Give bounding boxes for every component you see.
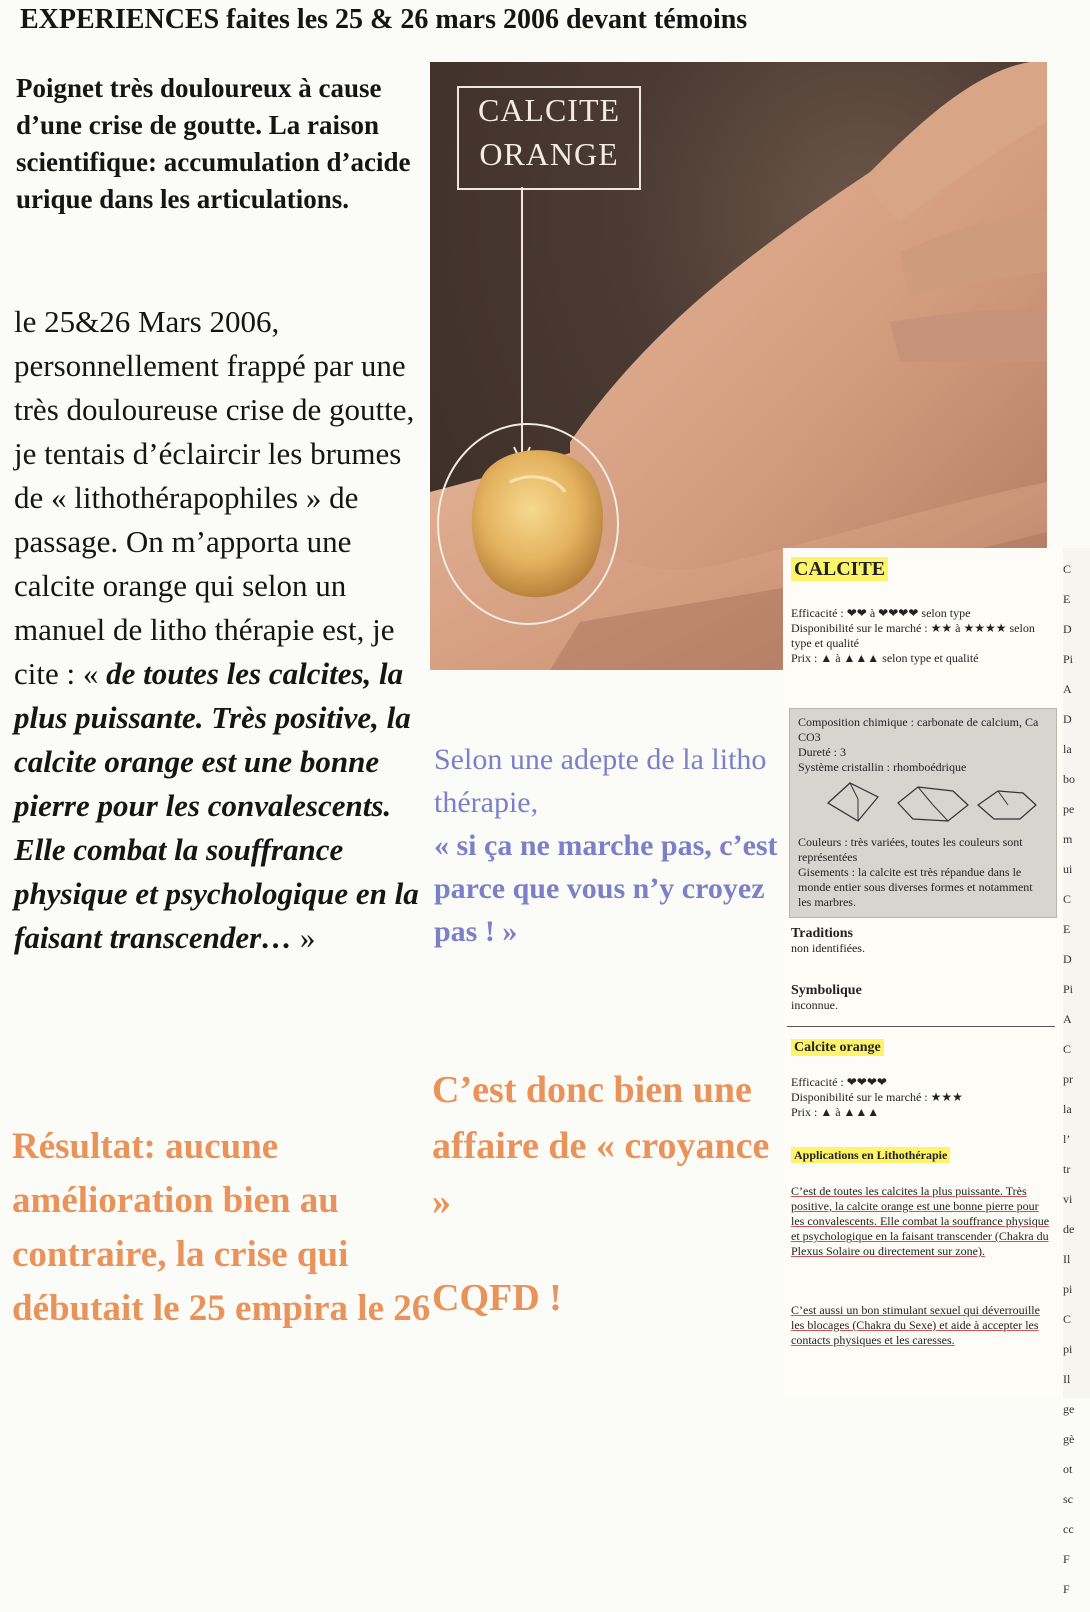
- adjacent-letter: D: [1063, 622, 1072, 636]
- adjacent-letter: A: [1063, 1012, 1072, 1026]
- adjacent-letter: ui: [1063, 862, 1073, 876]
- photo-label: [457, 86, 641, 190]
- book-app-paragraph-1: C’est de toutes les calcites la plus puissante. Très positive, la calcite orange est une bonne pierre pour les convalescents. Elle combat la souffrance physique et psychologique en la faisant transcender (Chakra du Plexus Solaire ou directement sur zone).: [791, 1184, 1050, 1258]
- book-divider: [787, 1026, 1055, 1027]
- adjacent-letter: gè: [1063, 1432, 1075, 1446]
- adjacent-letter: E: [1063, 922, 1071, 936]
- book-subtitle: Calcite orange: [791, 1039, 884, 1056]
- adjacent-letter: bo: [1063, 772, 1075, 786]
- book-prix: Prix : ▲ à ▲▲▲ selon type et qualité: [791, 651, 979, 665]
- adjacent-letter: C: [1063, 892, 1072, 906]
- book-traditions-heading: Traditions: [791, 926, 853, 941]
- book-disponibilite: Disponibilité sur le marché : ★★ à ★★★★ selon type et qualité: [791, 621, 1035, 650]
- adjacent-letter: sc: [1063, 1492, 1073, 1506]
- adjacent-letter: D: [1063, 712, 1072, 726]
- intro-paragraph: Poignet très douloureux à cause d’une crise de goutte. La raison scientifique: accumulation d’acide urique dans les articulations.: [16, 73, 411, 214]
- result-paragraph: Résultat: aucune amélioration bien au contraire, la crise qui débutait le 25 empira le 26: [12, 1126, 431, 1329]
- photo-label-line2: ORANGE: [479, 136, 619, 172]
- adjacent-letter: la: [1063, 742, 1072, 756]
- page-header: EXPERIENCES faites les 25 & 26 mars 2006 devant témoins: [20, 4, 748, 35]
- adjacent-letter: F: [1063, 1582, 1070, 1596]
- adjacent-letter: Pi: [1063, 652, 1074, 666]
- adjacent-letter: C: [1063, 562, 1072, 576]
- book-adjacent-letters: [1063, 548, 1090, 1612]
- book-efficacite: Efficacité : ❤❤ à ❤❤❤❤ selon type: [791, 606, 971, 620]
- book-symbolique: inconnue.: [791, 998, 838, 1012]
- adjacent-letter: D: [1063, 952, 1072, 966]
- narrative-quote: de toutes les calcites, la plus puissante. Très positive, la calcite orange est une bonne pierre pour les convalescents. Elle combat la souffrance physique et psychologique en la faisant transcender…: [14, 656, 419, 955]
- book-symbolique-heading: Symbolique: [791, 983, 862, 998]
- book-systeme: Système cristallin : rhomboédrique: [798, 760, 967, 774]
- adjacent-letter: C: [1063, 1042, 1072, 1056]
- adjacent-letter: m: [1063, 832, 1073, 846]
- adjacent-letter: pr: [1063, 1072, 1073, 1086]
- adjacent-letter: pi: [1063, 1342, 1073, 1356]
- adjacent-letter: tr: [1063, 1162, 1071, 1176]
- adjacent-letter: F: [1063, 1552, 1070, 1566]
- adjacent-letter: de: [1063, 1222, 1075, 1236]
- adjacent-letter: Pi: [1063, 982, 1074, 996]
- adjacent-letter: pe: [1063, 802, 1075, 816]
- photo-label-line1: CALCITE: [477, 92, 621, 128]
- book-app-paragraph-2: C’est aussi un bon stimulant sexuel qui déverrouille les blocages (Chakra du Sexe) et aide à accepter les contacts physiques et les caresses.: [791, 1303, 1040, 1347]
- adjacent-letter: A: [1063, 682, 1072, 696]
- narrative-text: le 25&26 Mars 2006, personnellement frappé par une très douloureuse crise de goutte, je tentais d’éclaircir les brumes de « lithothérapophiles » de passage. On m’apporta une calcite orange qui selon un manuel de litho thérapie est, je cite : «: [14, 304, 415, 691]
- adjacent-letter: la: [1063, 1102, 1072, 1116]
- adjacent-letter: ot: [1063, 1462, 1073, 1476]
- book-sub-disponibilite: Disponibilité sur le marché : ★★★: [791, 1090, 963, 1104]
- book-traditions: non identifiées.: [791, 941, 865, 955]
- adjacent-letter: Il: [1063, 1372, 1071, 1386]
- selon-quote: « si ça ne marche pas, c’est parce que vous n’y croyez pas ! »: [434, 829, 778, 948]
- book-gisements: Gisements : la calcite est très répandue dans le monde entier sous diverses formes et notamment les marbres.: [798, 865, 1033, 909]
- book-composition: Composition chimique : carbonate de calcium, Ca CO3: [798, 715, 1039, 744]
- adjacent-letter: C: [1063, 1312, 1072, 1326]
- book-adjacent-column: [1063, 548, 1090, 1596]
- adjacent-letter: l’: [1063, 1132, 1071, 1146]
- conclusion: C’est donc bien une affaire de « croyance »: [432, 1069, 770, 1223]
- narrative-close: »: [299, 920, 316, 955]
- book-durete: Dureté : 3: [798, 745, 846, 759]
- narrative-paragraph: [14, 300, 424, 960]
- adjacent-letter: cc: [1063, 1522, 1074, 1536]
- adjacent-letter: Il: [1063, 1252, 1071, 1266]
- book-sub-efficacite: Efficacité : ❤❤❤❤: [791, 1075, 887, 1089]
- adjacent-letter: ge: [1063, 1402, 1075, 1416]
- adjacent-letter: pi: [1063, 1282, 1073, 1296]
- cqfd: CQFD !: [432, 1277, 562, 1319]
- crystal-diagrams: [798, 775, 1038, 831]
- book-info-box: [789, 708, 1057, 918]
- adjacent-letter: E: [1063, 592, 1071, 606]
- book-excerpt: [783, 548, 1063, 1398]
- book-sub-prix: Prix : ▲ à ▲▲▲: [791, 1105, 880, 1119]
- book-couleurs: Couleurs : très variées, toutes les couleurs sont représentées: [798, 835, 1023, 864]
- book-applications-heading: Applications en Lithothérapie: [791, 1147, 950, 1163]
- adjacent-letter: vi: [1063, 1192, 1073, 1206]
- selon-paragraph: [434, 738, 784, 953]
- calcite-stone: [472, 450, 603, 597]
- book-title: CALCITE: [791, 557, 888, 581]
- selon-intro: Selon une adepte de la litho thérapie,: [434, 743, 767, 819]
